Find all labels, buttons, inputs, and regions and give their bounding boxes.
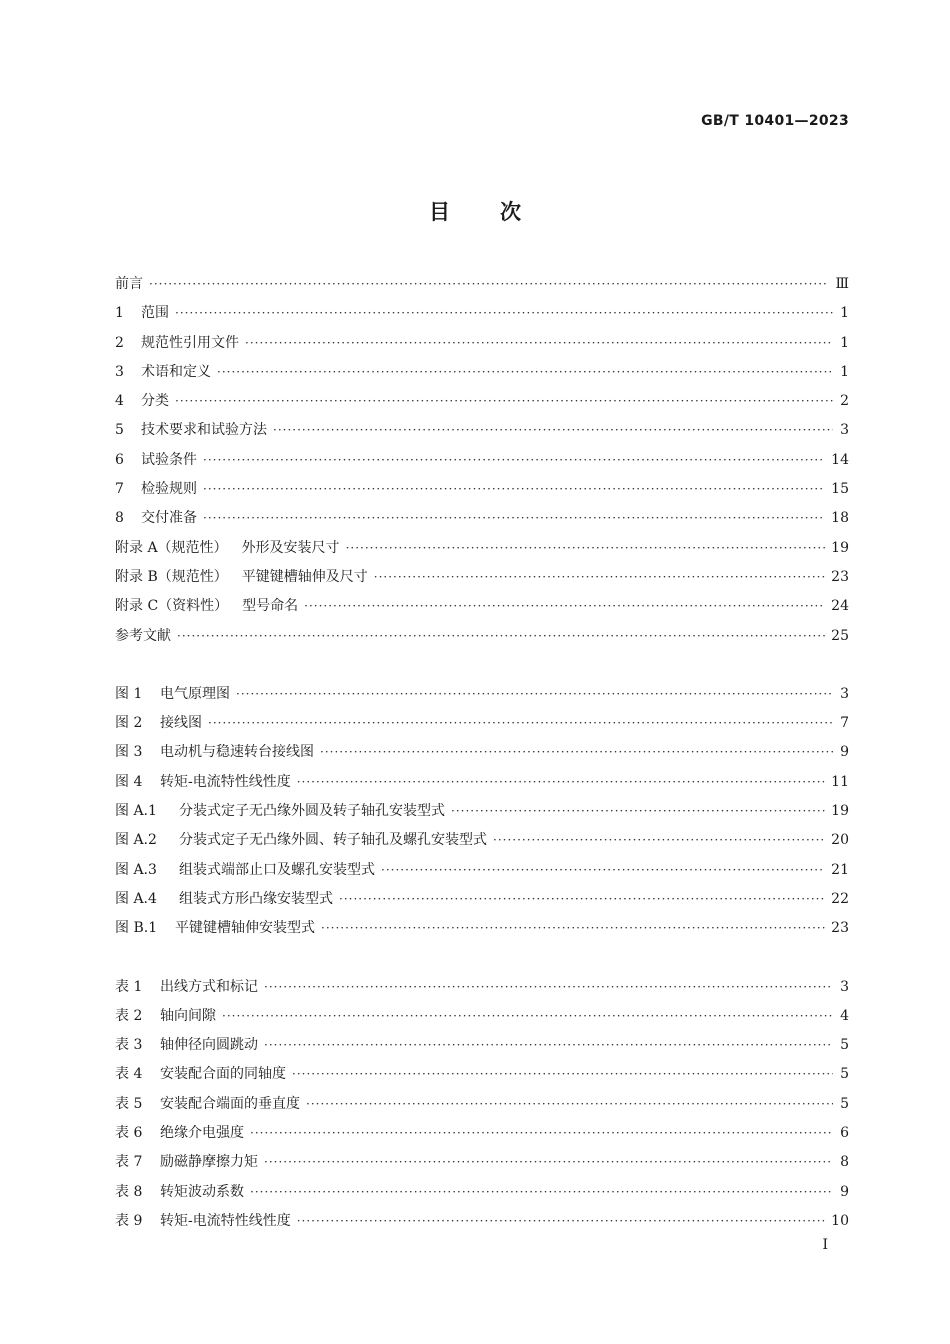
toc-entry-title: 绝缘介电强度 — [160, 1125, 244, 1142]
toc-entry-number: 图 3 — [115, 744, 143, 761]
toc-entry-label — [115, 1148, 264, 1177]
toc-entry-title: 转矩-电流特性线性度 — [160, 773, 291, 790]
toc-entry-title: 术语和定义 — [141, 363, 211, 380]
toc-entry[interactable] — [115, 914, 849, 943]
toc-entry-number: 图 A.3 — [115, 861, 157, 878]
toc-entry-title: 型号命名 — [242, 598, 299, 615]
toc-entry-number: 附录 A（规范性） — [115, 539, 228, 556]
toc-entry-title: 规范性引用文件 — [141, 334, 239, 351]
toc-entry[interactable] — [115, 680, 849, 709]
toc-leader-dots — [222, 1002, 833, 1031]
toc-entry-title: 组装式方形凸缘安装型式 — [179, 890, 333, 907]
toc-figures — [115, 680, 849, 944]
toc-entry-label — [115, 446, 203, 475]
toc-entry[interactable] — [115, 797, 849, 826]
toc-entry-label — [115, 709, 208, 738]
toc-entry-label — [115, 504, 203, 533]
toc-leader-dots — [381, 856, 825, 885]
toc-entry-title: 平键键槽轴伸安装型式 — [175, 920, 315, 937]
toc-entry-page: 11 — [831, 773, 849, 790]
toc-entry-label — [115, 856, 381, 885]
toc-entry-label — [115, 592, 304, 621]
toc-entry-page: 25 — [831, 627, 849, 644]
toc-sections — [115, 270, 849, 651]
toc-entry-page: 23 — [831, 920, 849, 937]
toc-entry-label — [115, 1090, 306, 1119]
toc-leader-dots — [175, 387, 833, 416]
toc-entry-label — [115, 1207, 297, 1236]
toc-entry[interactable] — [115, 1178, 849, 1207]
toc-entry[interactable] — [115, 709, 849, 738]
toc-leader-dots — [264, 973, 833, 1002]
toc-leader-dots — [304, 592, 825, 621]
toc-entry-page: 8 — [840, 1154, 849, 1171]
toc-entry-page: 1 — [840, 305, 849, 322]
toc-entry-number: 表 9 — [115, 1212, 143, 1229]
toc-entry[interactable] — [115, 446, 849, 475]
toc-entry[interactable] — [115, 973, 849, 1002]
toc-entry-title: 励磁静摩擦力矩 — [160, 1154, 258, 1171]
toc-entry[interactable] — [115, 1090, 849, 1119]
toc-entry-number: 图 B.1 — [115, 920, 158, 937]
toc-entry[interactable] — [115, 885, 849, 914]
toc-entry-label — [115, 1119, 250, 1148]
toc-entry-number: 3 — [115, 363, 124, 380]
toc-entry-page: 21 — [831, 861, 849, 878]
toc-entry-title: 外形及安装尺寸 — [241, 539, 340, 556]
toc-entry-label — [115, 680, 236, 709]
toc-entry-number: 表 8 — [115, 1183, 143, 1200]
toc-entry-label — [115, 1031, 264, 1060]
toc-entry[interactable] — [115, 1002, 849, 1031]
toc-entry-label — [115, 563, 374, 592]
standard-code: GB/T 10401—2023 — [701, 113, 849, 129]
toc-entry-label — [115, 914, 321, 943]
toc-entry-page: 20 — [831, 832, 849, 849]
toc-entry[interactable] — [115, 592, 849, 621]
toc-leader-dots — [493, 826, 825, 855]
toc-entry-label — [115, 622, 177, 651]
toc-entry-number: 4 — [115, 393, 124, 410]
toc-entry-title: 组装式端部止口及螺孔安装型式 — [179, 861, 375, 878]
toc-entry-page: 19 — [831, 803, 849, 820]
toc-entry-page: 4 — [840, 1007, 849, 1024]
toc-entry-title: 分类 — [141, 393, 169, 410]
toc-entry-number: 图 A.4 — [115, 890, 157, 907]
toc-entry-number: 表 5 — [115, 1095, 143, 1112]
toc-entry-number: 6 — [115, 451, 124, 468]
toc-entry-label — [115, 1178, 250, 1207]
toc-leader-dots — [273, 416, 833, 445]
toc-entry-title: 交付准备 — [141, 510, 197, 527]
toc-entry-page: 3 — [840, 422, 849, 439]
toc-entry-number: 7 — [115, 481, 124, 498]
footer-page-number: I — [822, 1237, 828, 1253]
toc-leader-dots — [175, 299, 833, 328]
page-title: 目次 — [429, 200, 571, 224]
toc-entry-page: 2 — [840, 393, 849, 410]
toc-entry[interactable] — [115, 738, 849, 767]
toc-leader-dots — [297, 768, 825, 797]
toc-entry-page: 9 — [840, 744, 849, 761]
toc-entry-page: 5 — [840, 1037, 849, 1054]
toc-entry-number: 附录 C（资料性） — [115, 598, 229, 615]
toc-entry-label — [115, 475, 203, 504]
toc-entry-page: 5 — [840, 1095, 849, 1112]
toc-entry-title: 范围 — [141, 305, 169, 322]
toc-entry-page: 19 — [831, 539, 849, 556]
toc-entry-page: Ⅲ — [835, 276, 849, 292]
toc-entry-title: 分装式定子无凸缘外圆及转子轴孔安装型式 — [179, 803, 445, 820]
toc-leader-dots — [339, 885, 825, 914]
toc-entry-page: 15 — [831, 481, 849, 498]
toc-entry-label — [115, 797, 451, 826]
toc-entry-title: 电气原理图 — [160, 685, 230, 702]
toc-leader-dots — [236, 680, 833, 709]
toc-entry-label — [115, 329, 245, 358]
toc-entry-number: 2 — [115, 334, 124, 351]
toc-entry-number: 图 A.2 — [115, 832, 157, 849]
toc-entry-title: 电动机与稳速转台接线图 — [160, 744, 314, 761]
toc-entry-title: 试验条件 — [141, 451, 197, 468]
toc-entry-label — [115, 1002, 222, 1031]
toc-leader-dots — [451, 797, 825, 826]
toc-entry[interactable] — [115, 329, 849, 358]
toc-entry[interactable] — [115, 1207, 849, 1236]
toc-entry-title: 轴伸径向圆跳动 — [160, 1037, 258, 1054]
toc-entry-page: 10 — [831, 1212, 849, 1229]
toc-entry-title: 安装配合端面的垂直度 — [160, 1095, 300, 1112]
toc-entry-page: 22 — [831, 890, 849, 907]
toc-entry-title: 分装式定子无凸缘外圆、转子轴孔及螺孔安装型式 — [179, 832, 487, 849]
toc-entry[interactable] — [115, 475, 849, 504]
toc-entry-label — [115, 973, 264, 1002]
toc-leader-dots — [321, 914, 825, 943]
toc-entry-title: 轴向间隙 — [160, 1007, 216, 1024]
toc-entry-page: 7 — [840, 715, 849, 732]
toc-entry-title: 转矩波动系数 — [160, 1183, 244, 1200]
toc-entry-title: 检验规则 — [141, 481, 197, 498]
toc-leader-dots — [306, 1090, 833, 1119]
toc-entry-number: 附录 B（规范性） — [115, 568, 228, 585]
toc-entry-label — [115, 738, 320, 767]
toc-entry-page: 3 — [840, 978, 849, 995]
toc-entry-label — [115, 299, 175, 328]
toc-leader-dots — [264, 1148, 833, 1177]
toc-entry-number: 图 2 — [115, 715, 143, 732]
toc-entry-page: 3 — [840, 685, 849, 702]
toc-leader-dots — [177, 622, 825, 651]
toc-entry[interactable] — [115, 826, 849, 855]
toc-entry-title: 参考文献 — [115, 627, 171, 644]
toc-entry-label — [115, 387, 175, 416]
toc-entry-label — [115, 1060, 292, 1089]
toc-leader-dots — [208, 709, 833, 738]
toc-entry-label — [115, 270, 149, 299]
toc-entry-title: 前言 — [115, 276, 143, 292]
toc-entry-number: 图 A.1 — [115, 803, 157, 820]
toc-entry-number: 表 6 — [115, 1125, 143, 1142]
toc-entry-page: 23 — [831, 568, 849, 585]
toc-entry[interactable] — [115, 504, 849, 533]
toc-leader-dots — [217, 358, 833, 387]
toc-leader-dots — [346, 534, 826, 563]
toc-entry-label — [115, 358, 217, 387]
toc-entry-title: 出线方式和标记 — [160, 978, 258, 995]
toc-entry-number: 表 1 — [115, 978, 143, 995]
toc-leader-dots — [264, 1031, 833, 1060]
toc-entry-label — [115, 826, 493, 855]
toc-leader-dots — [203, 475, 825, 504]
toc-entry-page: 6 — [840, 1125, 849, 1142]
toc-entry-number: 表 3 — [115, 1037, 143, 1054]
toc-entry[interactable] — [115, 299, 849, 328]
toc-entry-page: 14 — [831, 451, 849, 468]
toc-entry-page: 9 — [840, 1183, 849, 1200]
toc-leader-dots — [250, 1119, 833, 1148]
toc-entry-label — [115, 416, 273, 445]
toc-leader-dots — [374, 563, 825, 592]
toc-entry-title: 转矩-电流特性线性度 — [160, 1212, 291, 1229]
toc-entry[interactable] — [115, 270, 849, 299]
toc-entry[interactable] — [115, 563, 849, 592]
toc-entry-title: 技术要求和试验方法 — [141, 422, 267, 439]
toc-entry[interactable] — [115, 856, 849, 885]
toc-entry[interactable] — [115, 622, 849, 651]
toc-entry-page: 5 — [840, 1066, 849, 1083]
toc-entry[interactable] — [115, 1031, 849, 1060]
toc-entry[interactable] — [115, 1148, 849, 1177]
toc-entry-page: 1 — [840, 363, 849, 380]
toc-leader-dots — [292, 1060, 833, 1089]
toc-tables — [115, 973, 849, 1237]
toc-entry[interactable] — [115, 358, 849, 387]
toc-leader-dots — [245, 329, 833, 358]
toc-entry-number: 表 2 — [115, 1007, 143, 1024]
toc-entry-number: 图 1 — [115, 685, 143, 702]
toc-entry-title: 安装配合面的同轴度 — [160, 1066, 286, 1083]
toc-entry[interactable] — [115, 534, 849, 563]
toc-leader-dots — [149, 270, 829, 299]
toc-leader-dots — [203, 446, 825, 475]
toc-entry-title: 平键键槽轴伸及尺寸 — [241, 568, 368, 585]
toc-entry-number: 5 — [115, 422, 124, 439]
toc-entry[interactable] — [115, 387, 849, 416]
toc-entry[interactable] — [115, 416, 849, 445]
toc-leader-dots — [297, 1207, 825, 1236]
toc-entry-label — [115, 885, 339, 914]
toc-leader-dots — [320, 738, 833, 767]
toc-entry[interactable] — [115, 1060, 849, 1089]
toc-entry[interactable] — [115, 768, 849, 797]
toc-entry-number: 图 4 — [115, 773, 143, 790]
toc-entry-title: 接线图 — [160, 715, 202, 732]
toc-entry[interactable] — [115, 1119, 849, 1148]
toc-leader-dots — [250, 1178, 833, 1207]
toc-entry-number: 表 4 — [115, 1066, 143, 1083]
toc-entry-label — [115, 768, 297, 797]
toc-entry-number: 表 7 — [115, 1154, 143, 1171]
toc-entry-page: 24 — [831, 598, 849, 615]
toc-entry-label — [115, 534, 346, 563]
toc-entry-number: 1 — [115, 305, 124, 322]
toc-leader-dots — [203, 504, 825, 533]
toc-entry-page: 1 — [840, 334, 849, 351]
table-of-contents — [115, 270, 849, 1236]
toc-entry-number: 8 — [115, 510, 124, 527]
toc-entry-page: 18 — [831, 510, 849, 527]
